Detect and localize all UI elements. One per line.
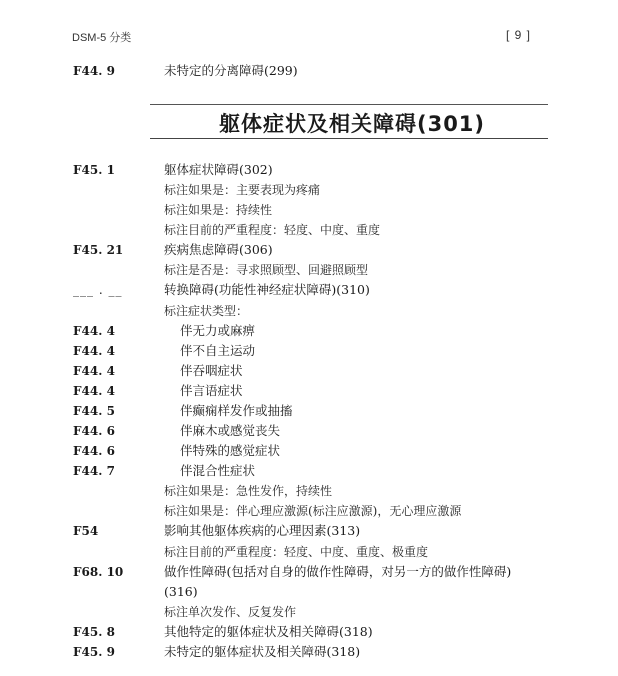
specifier-text: 标注目前的严重程度：轻度、中度、重度、极重度 [164, 545, 429, 559]
list-item [0, 341, 618, 361]
diagnosis-text: 疾病焦虑障碍(306) [164, 242, 273, 257]
list-item [0, 361, 618, 381]
diagnosis-code: F44. 4 [73, 384, 115, 398]
list-item [0, 220, 618, 240]
specifier-text: 标注是否是：寻求照顾型、回避照顾型 [164, 263, 369, 277]
specifier-text: 标注症状类型： [164, 304, 249, 318]
diagnosis-code: F44. 7 [73, 464, 115, 478]
diagnosis-code: F45. 8 [73, 625, 115, 639]
list-item [0, 582, 618, 602]
diagnosis-code: F54 [73, 524, 99, 538]
diagnosis-text-continued: (316) [164, 584, 198, 599]
diagnosis-code: F44. 4 [73, 324, 115, 338]
list-item [0, 160, 618, 180]
list-item [0, 481, 618, 501]
diagnosis-text: 未特定的躯体症状及相关障碍(318) [164, 644, 361, 659]
list-item [0, 441, 618, 461]
diagnosis-text: 做作性障碍(包括对自身的做作性障碍，对另一方的做作性障碍) [164, 564, 512, 579]
subtype-text: 伴癫痫样发作或抽搐 [180, 403, 293, 418]
list-item [0, 461, 618, 481]
section-rule-top [150, 104, 548, 105]
list-item [0, 642, 618, 662]
diagnosis-code: F44. 6 [73, 444, 115, 458]
list-item [0, 180, 618, 200]
list-item [0, 401, 618, 421]
diagnosis-code: F44. 6 [73, 424, 115, 438]
list-item [0, 381, 618, 401]
diagnosis-code: F68. 10 [73, 565, 124, 579]
diagnosis-code-blank: ___ . __ [73, 283, 123, 297]
specifier-text: 标注如果是：伴心理应激源(标注应激源)，无心理应激源 [164, 504, 462, 518]
diagnosis-code: F44. 4 [73, 364, 115, 378]
subtype-text: 伴不自主运动 [180, 343, 256, 358]
list-item [0, 280, 618, 300]
subtype-text: 伴吞咽症状 [180, 363, 243, 378]
diagnosis-code: F44. 4 [73, 344, 115, 358]
subtype-text: 伴特殊的感觉症状 [180, 443, 281, 458]
diagnosis-text: 其他特定的躯体症状及相关障碍(318) [164, 624, 373, 639]
specifier-text: 标注如果是：急性发作，持续性 [164, 484, 333, 498]
list-item [0, 260, 618, 280]
diagnosis-text: 躯体症状障碍(302) [164, 162, 273, 177]
diagnosis-code: F44. 9 [73, 64, 115, 78]
diagnosis-text: 转换障碍(功能性神经症状障碍)(310) [164, 282, 370, 297]
list-item [0, 321, 618, 341]
list-item [0, 501, 618, 521]
list-item [0, 301, 618, 321]
list-item [0, 562, 618, 582]
specifier-text: 标注如果是：主要表现为疼痛 [164, 183, 321, 197]
list-item [0, 602, 618, 622]
list-item [0, 240, 618, 260]
diagnosis-text: 影响其他躯体疾病的心理因素(313) [164, 523, 361, 538]
diagnosis-code: F45. 21 [73, 243, 124, 257]
diagnosis-text: 未特定的分离障碍(299) [164, 63, 298, 78]
diagnosis-code: F45. 9 [73, 645, 115, 659]
diagnosis-code: F44. 5 [73, 404, 115, 418]
top-entry-row [0, 61, 618, 81]
page-number: [ 9 ] [506, 28, 532, 42]
list-item [0, 421, 618, 441]
specifier-text: 标注如果是：持续性 [164, 203, 273, 217]
list-item [0, 622, 618, 642]
list-item [0, 200, 618, 220]
subtype-text: 伴无力或麻痹 [180, 323, 256, 338]
specifier-text: 标注单次发作、反复发作 [164, 605, 297, 619]
subtype-text: 伴麻木或感觉丧失 [180, 423, 281, 438]
section-rule-bottom [150, 138, 548, 139]
running-header: DSM-5 分类 [72, 32, 132, 44]
list-item [0, 542, 618, 562]
subtype-text: 伴混合性症状 [180, 463, 256, 478]
subtype-text: 伴言语症状 [180, 383, 243, 398]
list-item [0, 521, 618, 541]
specifier-text: 标注目前的严重程度：轻度、中度、重度 [164, 223, 381, 237]
diagnosis-code: F45. 1 [73, 163, 115, 177]
section-title: 躯体症状及相关障碍(301) [218, 112, 486, 136]
